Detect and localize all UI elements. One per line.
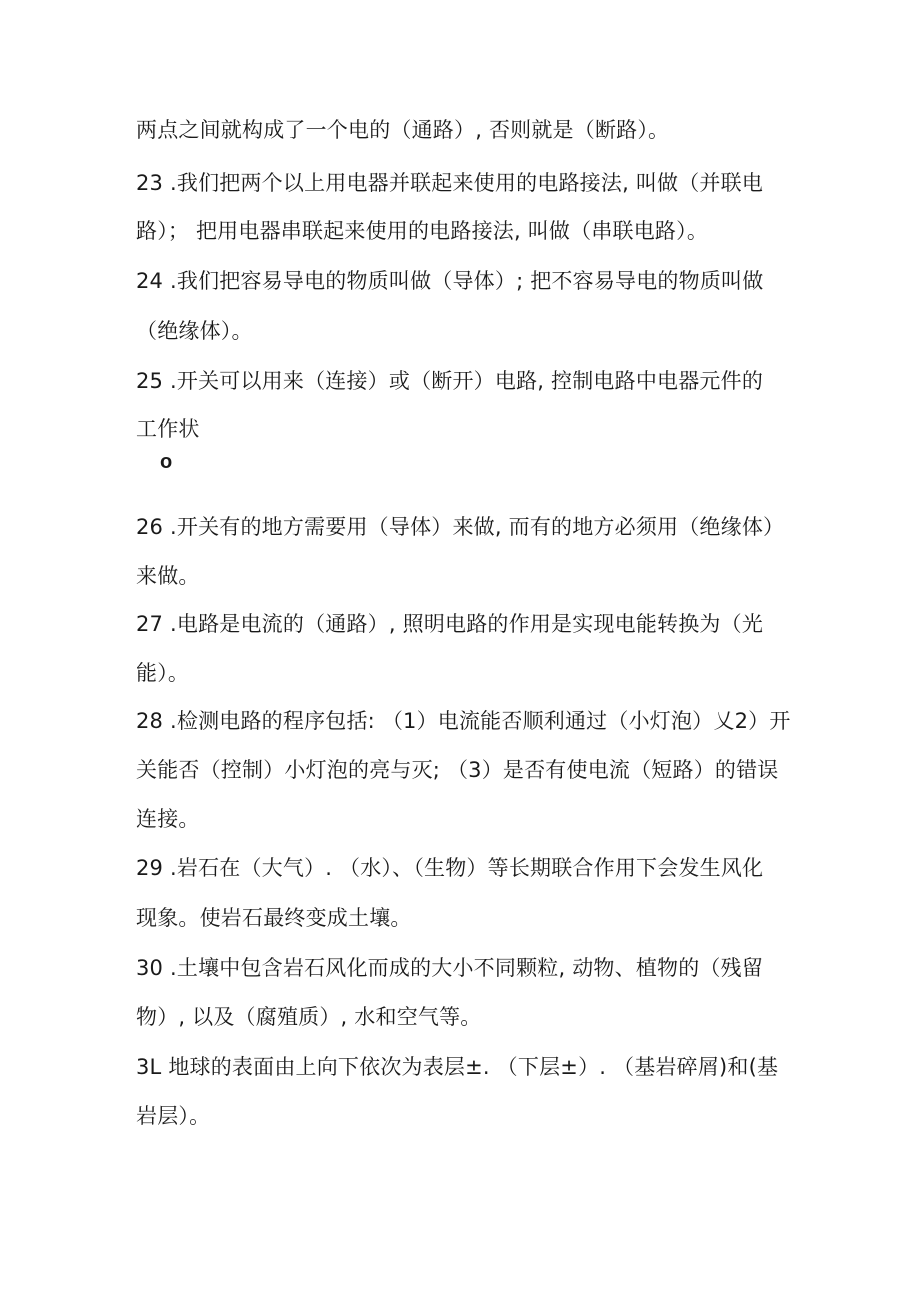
item-28-line-1: 28 .检测电路的程序包括: （1）电流能否顺利通过（小灯泡）乂2）开 <box>136 709 791 733</box>
item-29-line-1: 29 .岩石在（大气）. （水）、（生物）等长期联合作用下会发生风化 <box>136 856 764 880</box>
stray-character: o <box>160 451 173 473</box>
item-25-line-2: 工作状 <box>136 417 200 441</box>
item-30-line-2: 物）, 以及（腐殖质）, 水和空气等。 <box>136 1005 482 1029</box>
item-31-line-1: 3L 地球的表面由上向下依次为表层±. （下层±）. （基岩碎屑)和(基 <box>136 1055 779 1079</box>
item-29-line-2: 现象。使岩石最终变成土壤。 <box>136 906 412 930</box>
item-27-line-1: 27 .电路是电流的（通路）, 照明电路的作用是实现电能转换为（光 <box>136 612 764 636</box>
item-26-line-1: 26 .开关有的地方需要用（导体）来做, 而有的地方必须用（绝缘体） <box>136 515 785 539</box>
item-28-line-2: 关能否（控制）小灯泡的亮与灭; （3）是否有使电流（短路）的错误 <box>136 758 779 782</box>
item-27-line-2: 能）。 <box>136 661 190 685</box>
item-24-line-2: （绝缘体）。 <box>136 319 253 343</box>
text-line: 两点之间就构成了一个电的（通路）, 否则就是（断路）。 <box>136 118 670 142</box>
item-30-line-1: 30 .土壤中包含岩石风化而成的大小不同颗粒, 动物、植物的（残留 <box>136 956 764 980</box>
item-31-line-2: 岩层）。 <box>136 1104 211 1128</box>
item-23-line-1: 23 .我们把两个以上用电器并联起来使用的电路接法, 叫做（并联电 <box>136 171 764 195</box>
item-24-line-1: 24 .我们把容易导电的物质叫做（导体）; 把不容易导电的物质叫做 <box>136 269 764 293</box>
item-26-line-2: 来做。 <box>136 564 200 588</box>
item-25-line-1: 25 .开关可以用来（连接）或（断开）电路, 控制电路中电器元件的 <box>136 369 764 393</box>
item-28-line-3: 连接。 <box>136 807 200 831</box>
item-23-line-2: 路）； 把用电器串联起来使用的电路接法, 叫做（串联电路）。 <box>136 219 709 243</box>
